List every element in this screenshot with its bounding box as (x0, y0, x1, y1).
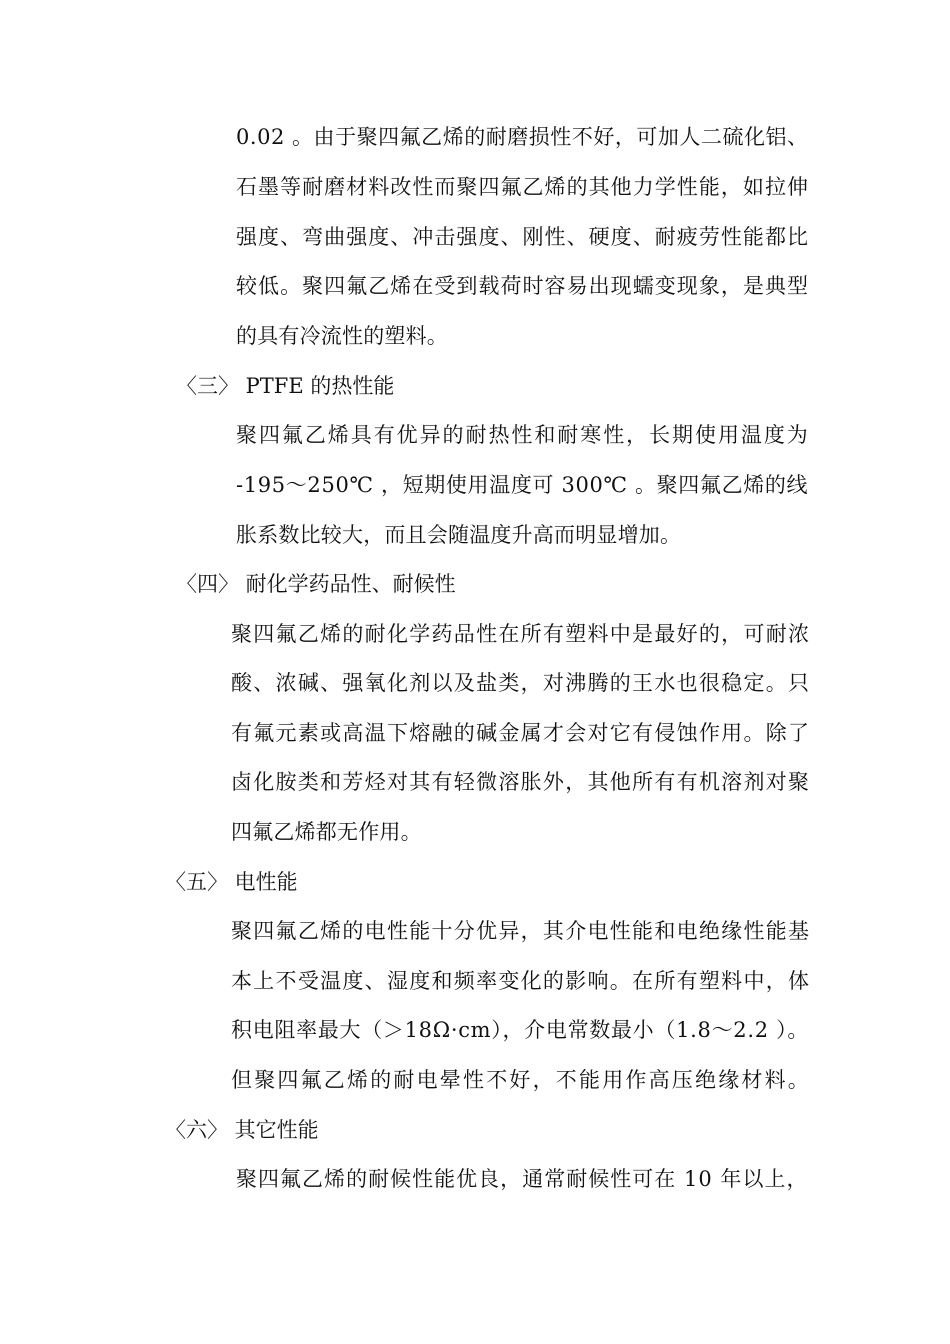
paragraph-line: 较低。聚四氟乙烯在受到载荷时容易出现蠕变现象，是典型 (236, 274, 810, 298)
paragraph-line: 但聚四氟乙烯的耐电晕性不好，不能用作高压绝缘材料。 (231, 1068, 811, 1092)
paragraph-line: 聚四氟乙烯的电性能十分优异，其介电性能和电绝缘性能基 (231, 919, 811, 943)
section-heading-electrical: 〈五〉 电性能 (165, 870, 298, 894)
paragraph-line: 积电阻率最大（＞18Ω·cm），介电常数最小（1.8～2.2 ）。 (231, 1018, 810, 1042)
paragraph-line: 强度、弯曲强度、冲击强度、刚性、硬度、耐疲劳性能都比 (236, 225, 810, 249)
paragraph-line: 卤化胺类和芳烃对其有轻微溶胀外，其他所有有机溶剂对聚 (231, 770, 811, 794)
paragraph-line: 胀系数比较大，而且会随温度升高而明显增加。 (236, 523, 682, 547)
section-heading-chemical: 〈四〉 耐化学药品性、耐候性 (176, 572, 456, 596)
paragraph-line: 酸、浓碱、强氧化剂以及盐类，对沸腾的王水也很稳定。只 (231, 671, 811, 695)
paragraph-line: 有氟元素或高温下熔融的碱金属才会对它有侵蚀作用。除了 (231, 721, 811, 745)
section-heading-other: 〈六〉 其它性能 (165, 1118, 319, 1142)
paragraph-line: 聚四氟乙烯的耐候性能优良，通常耐候性可在 10 年以上， (236, 1167, 809, 1191)
paragraph-line: 石墨等耐磨材料改性而聚四氟乙烯的其他力学性能，如拉伸 (236, 175, 810, 199)
paragraph-line: 聚四氟乙烯具有优异的耐热性和耐寒性，长期使用温度为 (236, 423, 810, 447)
paragraph-line: 的具有冷流性的塑料。 (236, 324, 448, 348)
paragraph-line: -195～250℃ ，短期使用温度可 300℃ 。聚四氟乙烯的线 (236, 473, 809, 497)
paragraph-line: 0.02 。由于聚四氟乙烯的耐磨损性不好，可加人二硫化铝、 (236, 125, 809, 149)
section-heading-thermal: 〈三〉 PTFE 的热性能 (176, 374, 395, 398)
paragraph-line: 聚四氟乙烯的耐化学药品性在所有塑料中是最好的，可耐浓 (231, 622, 811, 646)
paragraph-line: 本上不受温度、湿度和频率变化的影响。在所有塑料中，体 (231, 969, 811, 993)
paragraph-line: 四氟乙烯都无作用。 (231, 820, 422, 844)
